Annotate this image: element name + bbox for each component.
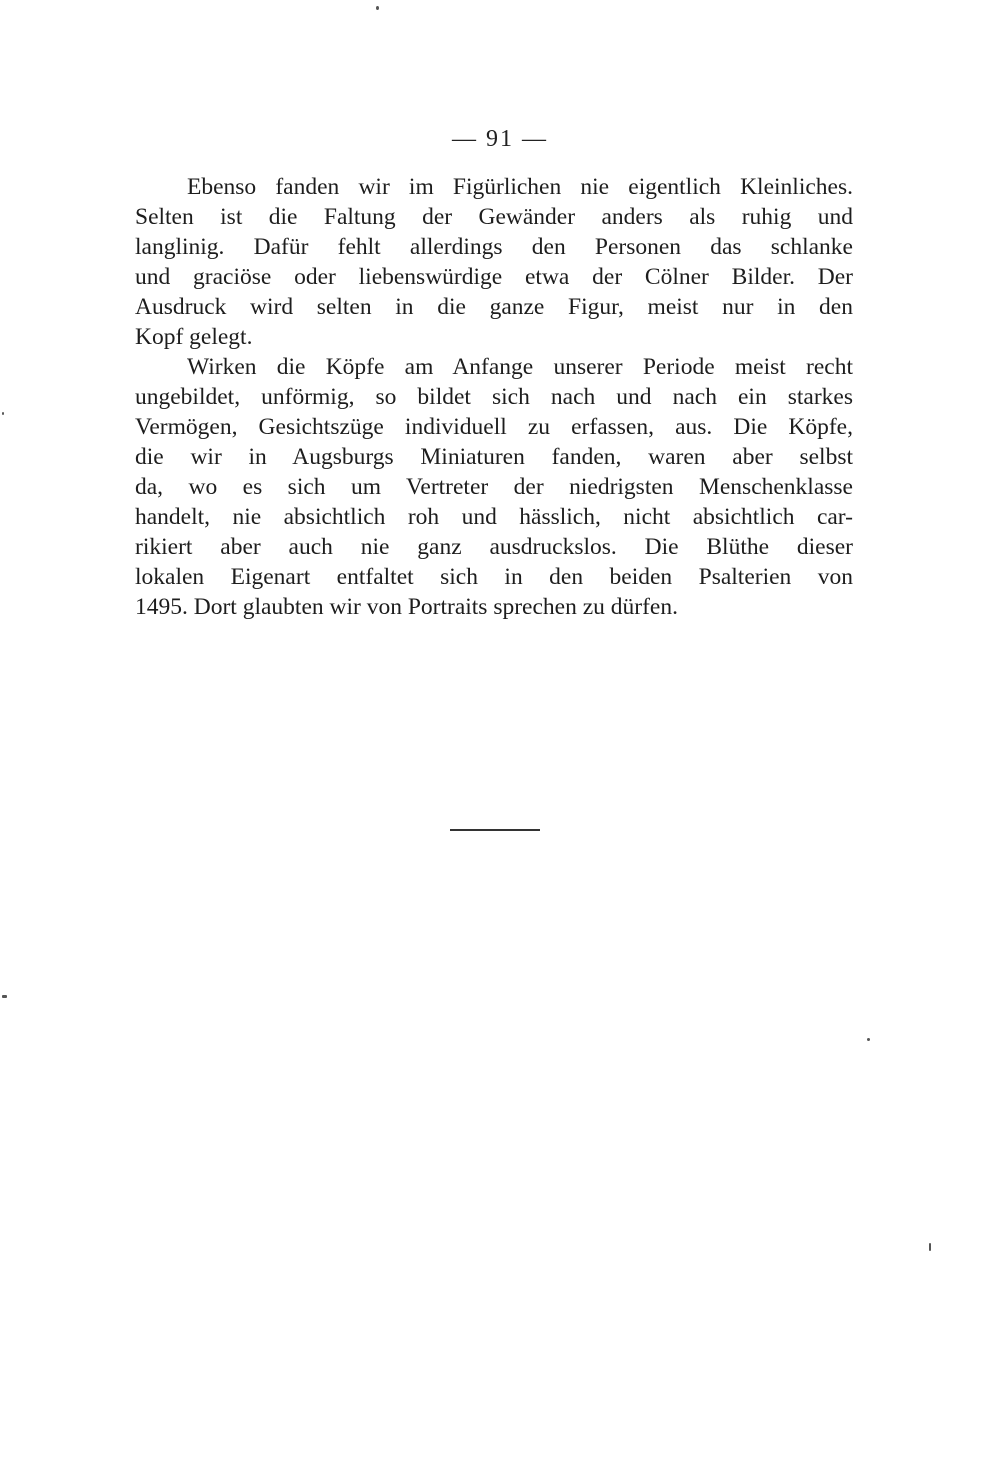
scan-speck (2, 995, 7, 998)
body-text (135, 172, 853, 622)
text-line: Ebenso fanden wir im Figürlichen nie eigentlich Kleinliches. (187, 174, 853, 200)
scan-speck (376, 6, 379, 10)
scan-speck (929, 1243, 931, 1251)
scan-speck (867, 1038, 870, 1041)
text-line: ungebildet, unförmig, so bildet sich nach und nach ein starkes (135, 384, 853, 410)
text-line: Selten ist die Faltung der Gewänder anders als ruhig und (135, 204, 853, 230)
scan-speck (2, 412, 4, 415)
text-line: Kopf gelegt. (135, 324, 253, 350)
section-divider (450, 829, 540, 831)
text-line: Ausdruck wird selten in die ganze Figur, meist nur in den (135, 294, 853, 320)
text-line: Wirken die Köpfe am Anfange unserer Periode meist recht (187, 354, 853, 380)
page-number: — 91 — (452, 126, 548, 152)
text-line: da, wo es sich um Vertreter der niedrigsten Menschenklasse (135, 474, 853, 500)
text-line: rikiert aber auch nie ganz ausdruckslos. Die Blüthe dieser (135, 534, 853, 560)
text-line: langlinig. Dafür fehlt allerdings den Personen das schlanke (135, 234, 853, 260)
text-line: Vermögen, Gesichtszüge individuell zu erfassen, aus. Die Köpfe, (135, 414, 853, 440)
text-line: handelt, nie absichtlich roh und hässlich, nicht absichtlich car- (135, 504, 853, 530)
text-line: die wir in Augsburgs Miniaturen fanden, waren aber selbst (135, 444, 853, 470)
text-line: 1495. Dort glaubten wir von Portraits sprechen zu dürfen. (135, 594, 678, 620)
text-line: lokalen Eigenart entfaltet sich in den beiden Psalterien von (135, 564, 853, 590)
text-line: und graciöse oder liebenswürdige etwa der Cölner Bilder. Der (135, 264, 853, 290)
